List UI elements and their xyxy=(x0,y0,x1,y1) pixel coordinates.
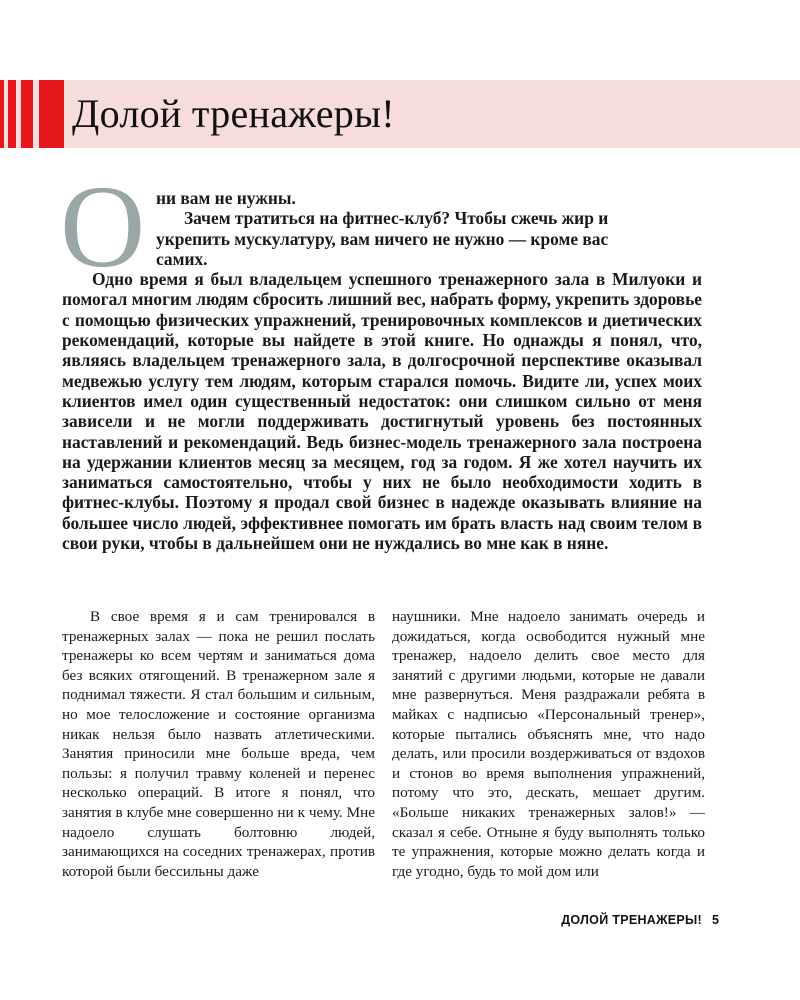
page-title: Долой тренажеры! xyxy=(72,91,395,136)
drop-cap: О xyxy=(60,161,146,292)
header-stripe xyxy=(39,80,64,148)
running-title: ДОЛОЙ ТРЕНАЖЕРЫ! xyxy=(561,913,702,927)
body-paragraph: В свое время я и сам тренировался в тренажерных залах — пока не решил послать тренажеры ко всем чертям и заниматься дома без всяких отягощений. В тренажерном зале я поднимал тяжести. Я стал большим и сильным, но мое телосложение и состояние организма никак нельзя было назвать атлетическими. Занятия приносили мне больше вреда, чем пользы: я получил травму коленей и перенес несколько операций. В итоге я понял, что занятия в клубе мне совершенно ни к чему. Мне надоело слушать болтовню людей, занимающихся на соседних тренажерах, против которой были бессильны даже xyxy=(62,608,375,880)
intro-first-line: ни вам не нужны. xyxy=(156,188,296,208)
intro-paragraph: Одно время я был владельцем успешного тренажерного зала в Милуоки и помогал многим людям сбросить лишний вес, набрать форму, укрепить здоровье с помощью физических упражнений, тренировочных комплексов и диетических рекомендаций, которые вы найдете в этой книге. Но однажды я понял, что, являясь владельцем тренажерного зала, в долгосрочной перспективе оказывал медвежью услугу тем людям, которым старался помочь. Видите ли, успех моих клиентов имел один существенный недостаток: они слишком сильно от меня зависели и не могли поддерживать достигнутый уровень без постоянных наставлений и рекомендаций. Ведь бизнес-модель тренажерного зала построена на удержании клиентов месяц за месяцем, год за годом. Я же хотел научить их заниматься самостоятельно, чтобы у них не было необходимости ходить в фитнес-клубы. Поэтому я продал свой бизнес в надежде оказывать влияние на большее число людей, эффективнее помогать им брать власть над своим телом в свои руки, чтобы в дальнейшем они не нуждались во мне как в няне. xyxy=(62,269,702,554)
page-number: 5 xyxy=(712,913,719,927)
header-stripe xyxy=(21,80,33,148)
body-column-right xyxy=(392,607,705,881)
body-paragraph: наушники. Мне надоело занимать очередь и дожидаться, когда освободится нужный мне тренажер, надоело делить свое место для занятий с другими людьми, которые не давали мне развернуться. Меня раздражали ребята в майках с надписью «Персональный тренер», которые пытались объяснять мне, что надо делать, или просили воздерживаться от вздохов и стонов во время выполнения упражнений, потому что это, дескать, мешает другим. «Больше никаких тренажерных залов!» — сказал я себе. Отныне я буду выполнять только те упражнения, которые можно делать когда и где угодно, будь то мой дом или xyxy=(392,608,705,880)
intro-line: укрепить мускулатуру, вам ничего не нужно — кроме вас xyxy=(156,228,609,249)
header-stripe xyxy=(8,80,16,148)
body-column-left xyxy=(62,607,375,881)
intro-section xyxy=(62,188,702,553)
header-stripe xyxy=(0,80,4,148)
intro-line: Зачем тратиться на фитнес-клуб? Чтобы сжечь жир и xyxy=(184,208,609,229)
intro-line: самих. xyxy=(156,248,208,269)
